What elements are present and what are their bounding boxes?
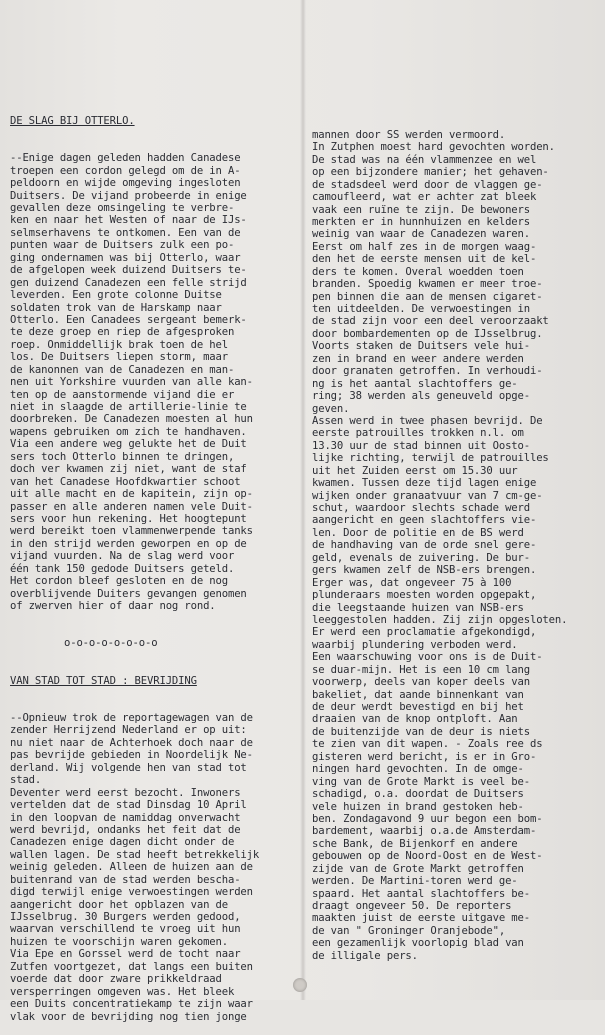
text-line: in den loopvan de namiddag onverwacht (10, 811, 241, 824)
text-line: se duar-mijn. Het is een 10 cm lang (312, 663, 530, 676)
text-line: versperringen omgeven was. Het bleek (10, 985, 235, 998)
text-line: Een waarschuwing voor ons is de Duit- (312, 651, 543, 664)
section-separator: o-o-o-o-o-o-o-o (64, 637, 158, 650)
text-line: van het Canadese Hoofdkwartier schoot (10, 475, 241, 488)
text-line: ging ondernamen was bij Otterlo, waar (10, 251, 241, 264)
text-line: de handhaving van de orde snel gere- (312, 539, 537, 552)
text-line: door bombardementen op de IJsselbrug. (312, 327, 543, 340)
text-line: IJsselbrug. 30 Burgers werden gedood, (10, 911, 241, 924)
text-line: op een bijzondere manier; het gehaven- (312, 166, 549, 179)
text-line: te zien van dit wapen. - Zoals ree ds (312, 738, 543, 751)
text-line: kwamen. Tussen deze tijd lagen enige (312, 477, 537, 490)
article-heading-otterlo: DE SLAG BIJ OTTERLO. (10, 114, 135, 127)
article-body-otterlo (10, 152, 300, 612)
text-line: de van " Groninger Oranjebode", (312, 924, 506, 937)
text-line: geven. (312, 402, 350, 415)
text-line: de kanonnen van de Canadezen en man- (10, 363, 235, 376)
text-line: den het de eerste mensen uit de kel- (312, 253, 537, 266)
text-line: de stadsdeel werd door de vlaggen ge- (312, 178, 543, 191)
text-line: werd bevrijd, ondanks het feit dat de (10, 823, 241, 836)
text-line: uit alle macht en de kapitein, zijn op- (10, 488, 253, 501)
text-line: eerste patrouilles trokken n.l. om (312, 427, 524, 440)
text-line: draaien van de knop ontploft. Aan (312, 713, 518, 726)
text-line: buitenrand van de stad werden bescha- (10, 873, 241, 886)
text-line: pas bevrijde gebieden in Noordelijk Ne- (10, 749, 253, 762)
text-line: gisteren werd bericht, is er in Gro- (312, 750, 537, 763)
text-line: leeggestolen hadden. Zij zijn opgesloten. (312, 613, 568, 626)
text-line: troepen een cordon gelegd om de in A- (10, 164, 241, 177)
text-line: Via een andere weg gelukte het de Duit (10, 438, 247, 451)
text-line: ten op de aanstormende vijand die er (10, 388, 235, 401)
text-line: Assen werd in twee phasen bevrijd. De (312, 414, 543, 427)
text-line: peldoorn en wijde omgeving ingesloten (10, 177, 241, 190)
text-line: doorbreken. De Canadezen moesten al hun (10, 413, 253, 426)
text-line: Erger was, dat ongeveer 75 à 100 (312, 576, 512, 589)
text-line: leverden. Een grote colonne Duitse (10, 289, 222, 302)
text-line: Duitsers. De vijand probeerde in enige (10, 189, 247, 202)
text-line: vele huizen in brand gestoken heb- (312, 800, 524, 813)
text-line: weinig geleden. Alleen de huizen aan de (10, 861, 253, 874)
text-line: punten waar de Duitsers zulk een po- (10, 239, 235, 252)
text-line: vertelden dat de stad Dinsdag 10 April (10, 799, 247, 812)
text-line: gers kwamen zelf de NSB-ers brengen. (312, 564, 537, 577)
text-line: Eerst om half zes in de morgen waag- (312, 240, 537, 253)
text-line: Deventer werd eerst bezocht. Inwoners (10, 786, 241, 799)
text-line: ving van de Grote Markt is veel be- (312, 775, 530, 788)
text-line: de buitenzijde van de deur is niets (312, 725, 530, 738)
text-line: soldaten trok van de Harskamp naar (10, 301, 222, 314)
text-line: werden. De Martini-toren werd ge- (312, 875, 518, 888)
text-line: derland. Wij volgende hen van stad tot (10, 761, 247, 774)
text-line: vaak een ruïne te zijn. De bewoners (312, 203, 530, 216)
text-line: de deur werdt bevestigd en bij het (312, 701, 524, 714)
text-line: wijken onder granaatvuur van 7 cm-ge- (312, 489, 543, 502)
text-line: geld, evenals de zuivering. De bur- (312, 551, 530, 564)
text-line: weinig van waar de Canadezen waren. (312, 228, 530, 241)
text-line: nu niet naar de Achterhoek doch naar de (10, 736, 253, 749)
text-line: selmserhavens te ontkomen. Een van de (10, 226, 241, 239)
text-line: ten uitdeelden. De verwoestingen in (312, 303, 530, 316)
text-line: te deze groep en riep de afgesproken (10, 326, 235, 339)
text-line: --Enige dagen geleden hadden Canadese (10, 152, 241, 165)
article-body-bevrijding-continued (312, 129, 602, 962)
text-line: In Zutphen moest hard gevochten worden. (312, 141, 555, 154)
text-line: gebouwen op de Noord-Oost en de West- (312, 850, 543, 863)
text-line: vijand vuurden. Na de slag werd voor (10, 550, 235, 563)
text-line: gevallen deze omsingeling te verbre- (10, 202, 235, 214)
text-line: lijke richting, terwijl de patrouilles (312, 452, 549, 465)
text-line: Zutfen voortgezet, dat langs een buiten (10, 960, 253, 973)
text-line: sers toch Otterlo binnen te dringen, (10, 450, 235, 463)
text-line: Via Epe en Gorssel werd de tocht naar (10, 948, 241, 961)
text-line: de stad zijn voor een deel veroorzaakt (312, 315, 549, 328)
text-line: ng is het aantal slachtoffers ge- (312, 377, 518, 390)
text-line: de afgelopen week duizend Duitsers te- (10, 264, 247, 277)
text-line: ring; 38 werden als geneuveld opge- (312, 390, 530, 403)
text-line: waarbij plundering verboden werd. (312, 638, 518, 651)
text-line: maakten juist de eerste uitgave me- (312, 912, 530, 925)
article-body-bevrijding (10, 712, 300, 1023)
text-line: mannen door SS werden vermoord. (312, 128, 506, 141)
text-line: de illigale pers. (312, 949, 418, 962)
text-line: sche Bank, de Bijenkorf en andere (312, 837, 518, 850)
text-line: één tank 150 gedode Duitsers geteld. (10, 562, 235, 575)
text-line: len. Door de politie en de BS werd (312, 526, 524, 539)
text-line: bardement, waarbij o.a.de Amsterdam- (312, 825, 537, 838)
text-line: uit het Zuiden eerst om 15.30 uur (312, 464, 518, 477)
text-line: pen binnen die aan de mensen cigaret- (312, 290, 543, 303)
text-line: aangericht en geen slachtoffers vie- (312, 514, 537, 527)
text-line: Het cordon bleef gesloten en de nog (10, 575, 228, 588)
text-line: niet in slaagde de artillerie-linie te (10, 401, 247, 413)
page-fold (300, 0, 306, 1000)
text-line: wapens gebruiken om zich te handhaven. (10, 425, 247, 438)
text-line: zen in brand en weer andere werden (312, 352, 524, 365)
text-line: schut, waardoor slechts schade werd (312, 502, 530, 515)
text-line: ben. Zondagavond 9 uur begon een bom- (312, 812, 543, 825)
text-line: bakeliet, dat aande binnenkant van (312, 688, 524, 701)
text-line: huizen te voorschijn waren gekomen. (10, 935, 228, 948)
text-line: ders te komen. Overal woedden toen (312, 265, 524, 278)
text-line: --Opnieuw trok de reportagewagen van de (10, 712, 253, 725)
text-line: Er werd een proclamatie afgekondigd, (312, 626, 537, 639)
text-line: merkten er in hunnhuizen en kelders (312, 215, 530, 228)
text-line: zijde van de Grote Markt getroffen (312, 862, 524, 875)
right-column (312, 104, 602, 975)
text-line: overblijvende Duiters gevangen genomen (10, 587, 247, 600)
text-line: passer en alle anderen namen vele Duit- (10, 500, 253, 513)
text-line: in den strijd werden geworpen en op de (10, 537, 247, 550)
text-line: voerde dat door zware prikkeldraad (10, 973, 222, 986)
text-line: branden. Spoedig kwamen er meer troe- (312, 278, 543, 291)
text-line: een gezamenlijk voorlopig blad van (312, 937, 524, 950)
text-line: voorwerp, deels van koper deels van (312, 676, 530, 689)
text-line: plunderaars moesten worden opgepakt, (312, 589, 537, 602)
text-line: aangericht door het opblazen van de (10, 898, 228, 911)
text-line: werd bereikt toen vlammenwerpende tanks (10, 525, 253, 538)
left-column (10, 90, 300, 1035)
text-line: waarvan verschillend te vroeg uit hun (10, 923, 241, 936)
text-line: schadigd, o.a. doordat de Duitsers (312, 788, 524, 801)
text-line: wallen lagen. De stad heeft betrekkelijk (10, 848, 260, 861)
text-line: ningen hard gevochten. In de omge- (312, 763, 524, 776)
text-line: stad. (10, 774, 42, 787)
text-line: ken en naar het Westen of naar de IJs- (10, 214, 247, 227)
text-line: los. De Duitsers liepen storm, maar (10, 351, 228, 364)
text-line: Voorts staken de Duitsers vele hui- (312, 340, 530, 353)
text-line: nen uit Yorkshire vuurden van alle kan- (10, 376, 253, 389)
text-line: spaard. Het aantal slachtoffers be- (312, 887, 530, 900)
text-line: door granaten getroffen. In verhoudi- (312, 365, 543, 378)
text-line: draagt ongeveer 50. De reporters (312, 900, 512, 913)
text-line: De stad was na één vlammenzee en wel (312, 153, 537, 166)
text-line: sers voor hun rekening. Het hoogtepunt (10, 512, 247, 525)
text-line: 13.30 uur de stad binnen uit Oosto- (312, 439, 530, 452)
text-line: of zwerven hier of daar nog rond. (10, 600, 216, 612)
text-line: doch ver kwamen zij niet, want de staf (10, 463, 247, 476)
article-heading-bevrijding: VAN STAD TOT STAD : BEVRIJDING (10, 674, 197, 687)
text-line: Otterlo. Een Canadees sergeant bemerk- (10, 313, 247, 326)
text-line: gen duizend Canadezen een felle strijd (10, 276, 247, 289)
text-line: digd terwijl enige verwoestingen werden (10, 886, 253, 899)
text-line: zender Herrijzend Nederland er op uit: (10, 724, 247, 737)
text-line: roep. Onmiddellijk brak toen de hel (10, 338, 228, 351)
text-line: camoufleerd, wat er achter zat bleek (312, 191, 537, 204)
text-line: Canadezen enige dagen dicht onder de (10, 836, 235, 849)
text-line: vlak voor de bevrijding nog tien jonge (10, 1010, 247, 1023)
text-line: die leegstaande huizen van NSB-ers (312, 601, 524, 614)
text-line: een Duits concentratiekamp te zijn waar (10, 998, 253, 1011)
